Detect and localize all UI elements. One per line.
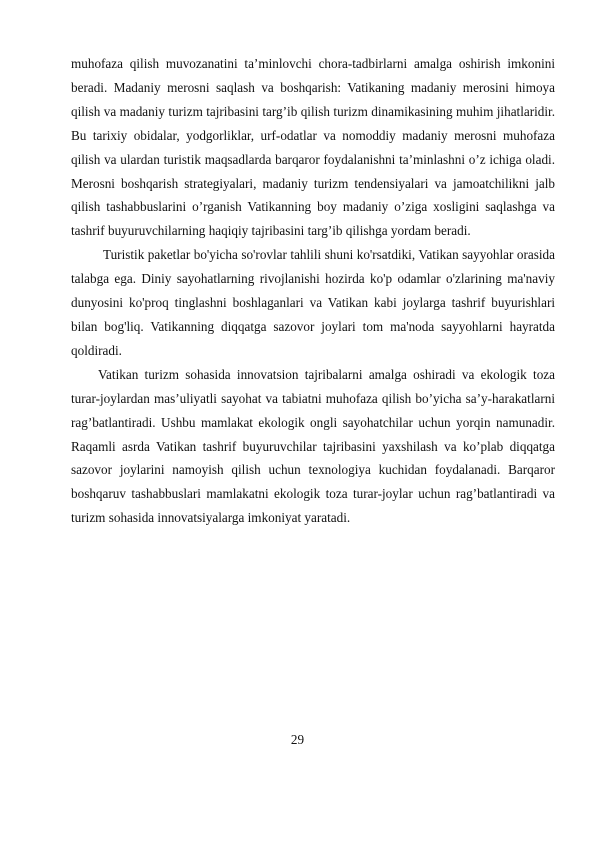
paragraph-tour-packages: Turistik paketlar bo'yicha so'rovlar tahlili shuni ko'rsatdiki, Vatikan sayyohlar orasida talabga ega. Diniy sayohatlarning rivojlanishi hozirda ko'p odamlar o'zlarining ma'naviy dunyosini ko'proq tinglashni boshlaganlari va Vatikan kabi joylarga tashrif buyurishlari bilan bog'liq. Vatikanning diqqatga sazovor joylari tom ma'noda sayyohlarni hayratda qoldiradi. xyxy=(71,247,555,358)
paragraph-heritage: muhofaza qilish muvozanatini ta’minlovchi chora-tadbirlarni amalga oshirish imkonini beradi. Madaniy merosni saqlash va boshqarish: Vatikaning madaniy merosini himoya qilish va madaniy turizm tajribasini targ’ib qilish turizm dinamikasining muhim jihatlaridir. Bu tarixiy obidalar, yodgorliklar, urf-odatlar va nomoddiy madaniy merosni muhofaza qilish va ulardan turistik maqsadlarda barqaror foydalanishni ta’minlashni o’z ichiga oladi. Merosni boshqarish strategiyalari, madaniy turizm tendensiyalari va jamoatchilikni jalb qilish tashabbuslarini o’rganish Vatikanning boy madaniy o’ziga xosligini saqlashga va tashrif buyuruvchilarning haqiqiy tajribasini targ’ib qilishga yordam beradi. xyxy=(71,56,555,239)
page-number: 29 xyxy=(290,732,305,747)
paragraph-innovation: Vatikan turizm sohasida innovatsion tajribalarni amalga oshiradi va ekologik toza turar-joylardan mas’uliyatli sayohat va tabiatni muhofaza qilish bo’yicha sa’y-harakatlarni rag’batlantiradi. Ushbu mamlakat ekologik ongli sayohatchilar uchun yorqin namunadir. Raqamli asrda Vatikan tashrif buyuruvchilar tajribasini yaxshilash va ko’plab diqqatga sazovor joylarini namoyish qilish uchun texnologiya kuchidan foydalanadi. Barqaror boshqaruv tashabbuslari mamlakatni ekologik toza turar-joylar uchun rag’batlantiradi va turizm sohasida innovatsiyalarga imkoniyat yaratadi. xyxy=(71,366,555,526)
body-text xyxy=(71,52,555,530)
